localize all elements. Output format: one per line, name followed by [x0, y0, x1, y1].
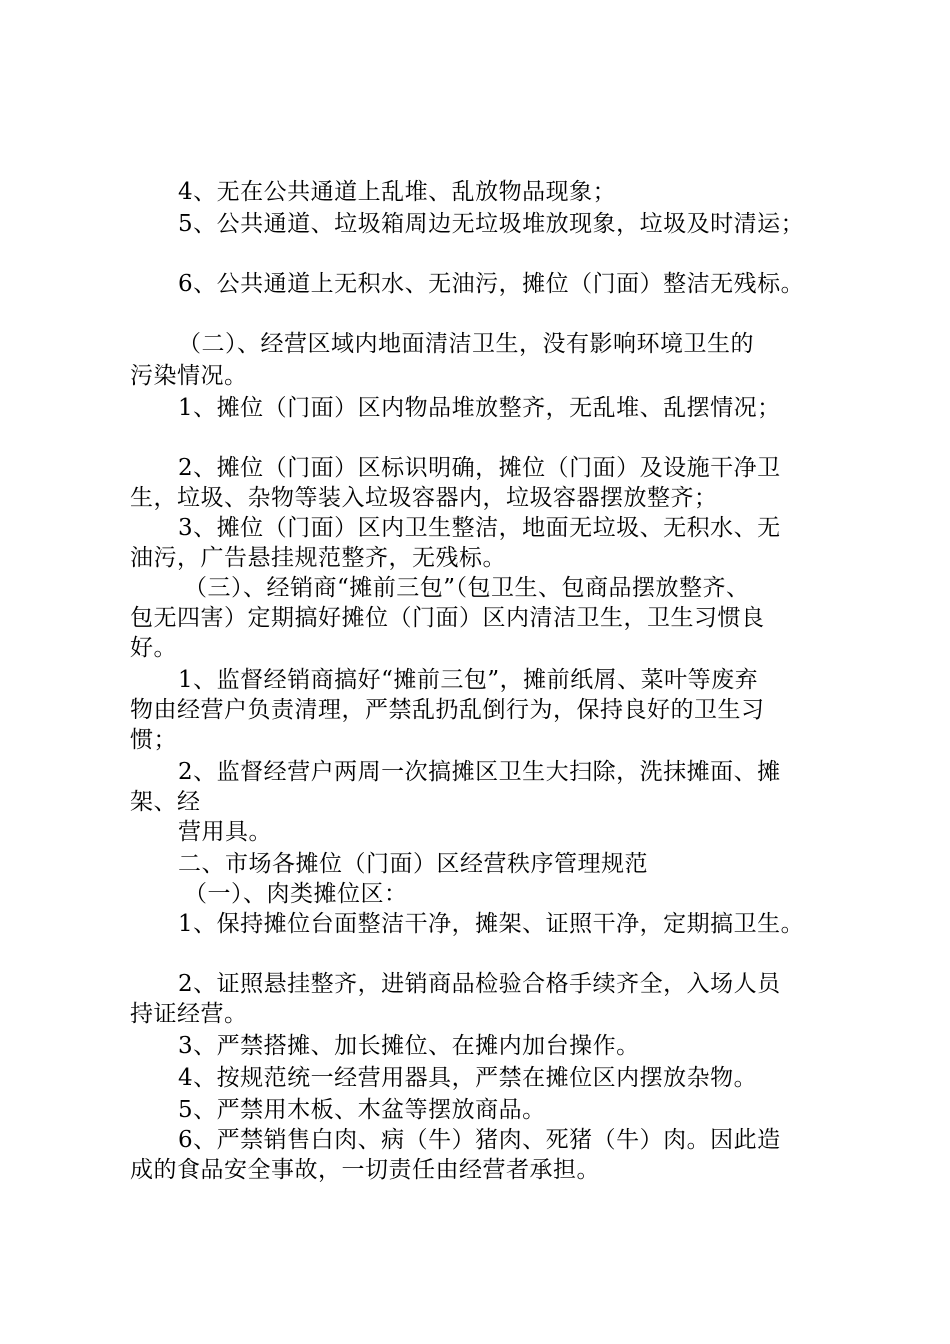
text-line: 成的食品安全事故，一切责任由经营者承担。 — [130, 1157, 600, 1183]
text-line: 1、监督经销商搞好“摊前三包”，摊前纸屑、菜叶等废弃 — [178, 667, 759, 693]
section-heading: （三）、经销商“摊前三包”（包卫生、包商品摆放整齐、 — [184, 575, 750, 601]
section-heading: 二、市场各摊位（门面）区经营秩序管理规范 — [178, 851, 648, 877]
text-line: 5、严禁用木板、木盆等摆放商品。 — [178, 1097, 546, 1123]
text-line: 包无四害）定期搞好摊位（门面）区内清洁卫生，卫生习惯良 — [130, 605, 765, 631]
text-line: 2、证照悬挂整齐，进销商品检验合格手续齐全，入场人员 — [178, 971, 781, 997]
text-line: 6、严禁销售白肉、病（牛）猪肉、死猪（牛）肉。因此造 — [178, 1127, 781, 1153]
text-line: 持证经营。 — [130, 1001, 248, 1027]
text-line: 4、按规范统一经营用器具，严禁在摊位区内摆放杂物。 — [178, 1065, 758, 1091]
section-heading: （一）、肉类摊位区： — [184, 881, 408, 907]
text-line: 油污，广告悬挂规范整齐，无残标。 — [130, 545, 506, 571]
text-line: 4、无在公共通道上乱堆、乱放物品现象； — [178, 179, 617, 205]
text-line: 5、公共通道、垃圾箱周边无垃圾堆放现象，垃圾及时清运； — [178, 211, 805, 237]
text-line: 营用具。 — [178, 819, 272, 845]
text-line: 污染情况。 — [130, 363, 248, 389]
section-heading: （二）、经营区域内地面清洁卫生，没有影响环境卫生的 — [178, 331, 754, 357]
text-line: 惯； — [130, 727, 177, 753]
text-line: 生，垃圾、杂物等装入垃圾容器内，垃圾容器摆放整齐； — [130, 485, 718, 511]
text-line: 3、严禁搭摊、加长摊位、在摊内加台操作。 — [178, 1033, 640, 1059]
text-line: 6、公共通道上无积水、无油污，摊位（门面）整洁无残标。 — [178, 271, 805, 297]
text-line: 1、保持摊位台面整洁干净，摊架、证照干净，定期搞卫生。 — [178, 911, 805, 937]
text-line: 架、经 — [130, 789, 201, 815]
text-line: 物由经营户负责清理，严禁乱扔乱倒行为，保持良好的卫生习 — [130, 697, 765, 723]
text-line: 好。 — [130, 635, 177, 661]
text-line: 2、监督经营户两周一次搞摊区卫生大扫除，洗抹摊面、摊 — [178, 759, 781, 785]
text-line: 3、摊位（门面）区内卫生整洁，地面无垃圾、无积水、无 — [178, 515, 781, 541]
text-line: 1、摊位（门面）区内物品堆放整齐，无乱堆、乱摆情况； — [178, 395, 781, 421]
text-line: 2、摊位（门面）区标识明确，摊位（门面）及设施干净卫 — [178, 455, 781, 481]
